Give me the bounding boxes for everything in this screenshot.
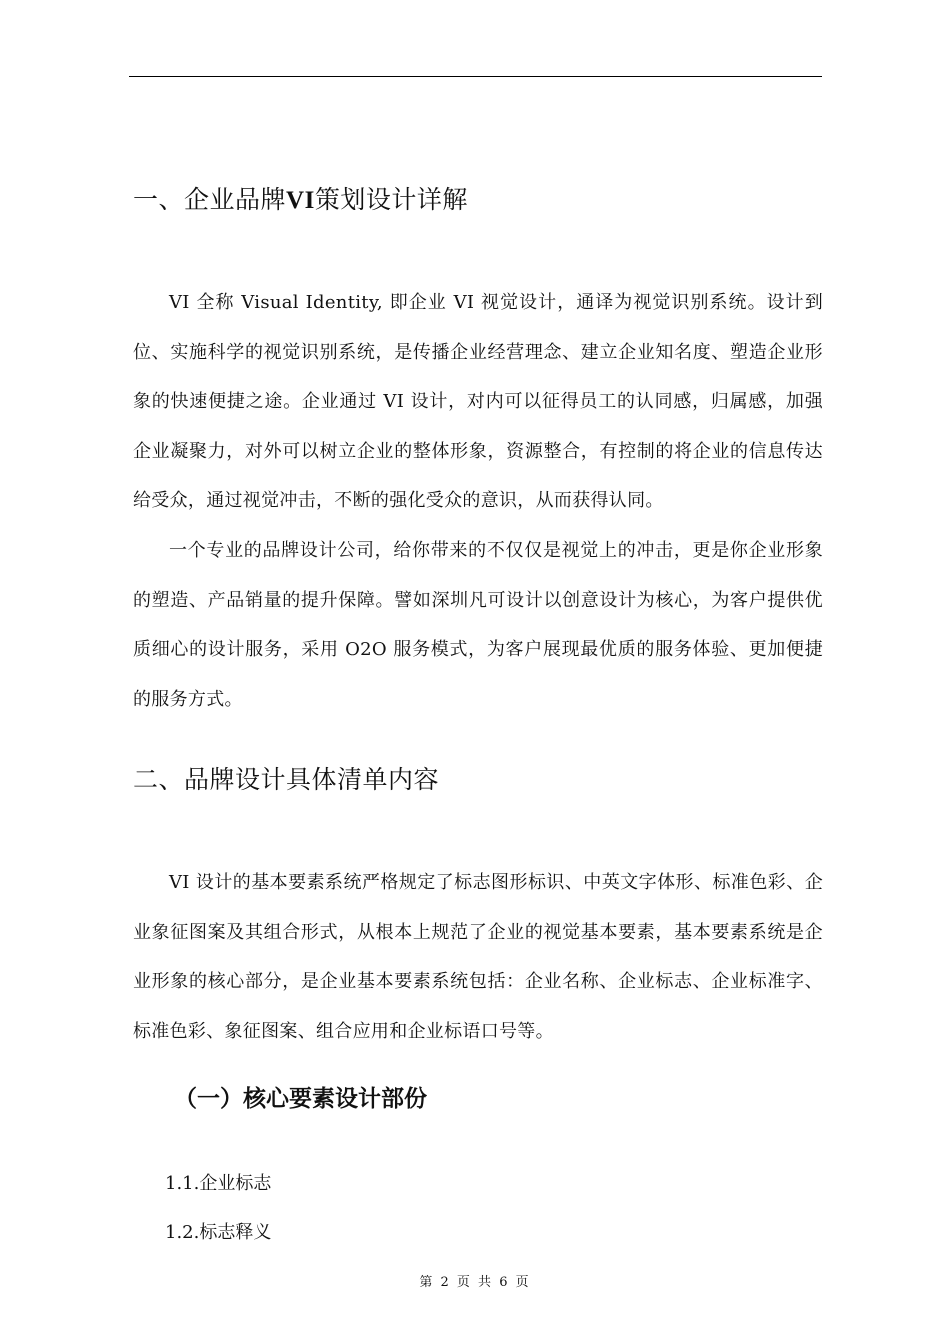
heading-bold: VI xyxy=(286,187,315,214)
heading-prefix: 一、企业品牌 xyxy=(133,185,287,214)
header-rule xyxy=(129,76,822,77)
section-heading-1 xyxy=(133,180,468,216)
section-heading-2: 二、品牌设计具体清单内容 xyxy=(133,765,440,794)
list-item: 1.1.企业标志 xyxy=(165,1173,272,1194)
paragraph-design-company: 一个专业的品牌设计公司，给你带来的不仅仅是视觉上的冲击，更是你企业形象的塑造、产品销量的提升保障。譬如深圳凡可设计以创意设计为核心，为客户提供优质细心的设计服务，采用 O2O 服务模式，为客户展现最优质的服务体验、更加便捷的服务方式。 xyxy=(133,540,823,710)
paragraph-basic-elements: VI 设计的基本要素系统严格规定了标志图形标识、中英文字体形、标准色彩、企业象征图案及其组合形式，从根本上规范了企业的视觉基本要素，基本要素系统是企业形象的核心部分，是企业基本要素系统包括：企业名称、企业标志、企业标准字、标准色彩、象征图案、组合应用和企业标语口号等。 xyxy=(133,872,823,1042)
subsection-heading: （一）核心要素设计部份 xyxy=(174,1086,427,1112)
page-footer: 第 2 页 共 6 页 xyxy=(419,1275,531,1290)
list-item: 1.2.标志释义 xyxy=(165,1222,272,1243)
heading-suffix: 策划设计详解 xyxy=(314,185,468,214)
paragraph-vi-intro: VI 全称 Visual Identity, 即企业 VI 视觉设计，通译为视觉识别系统。设计到位、实施科学的视觉识别系统，是传播企业经营理念、建立企业知名度、塑造企业形象的快速便捷之途。企业通过 VI 设计，对内可以征得员工的认同感，归属感，加强企业凝聚力，对外可以树立企业的整体形象，资源整合，有控制的将企业的信息传达给受众，通过视觉冲击，不断的强化受众的意识，从而获得认同。 xyxy=(133,292,823,511)
